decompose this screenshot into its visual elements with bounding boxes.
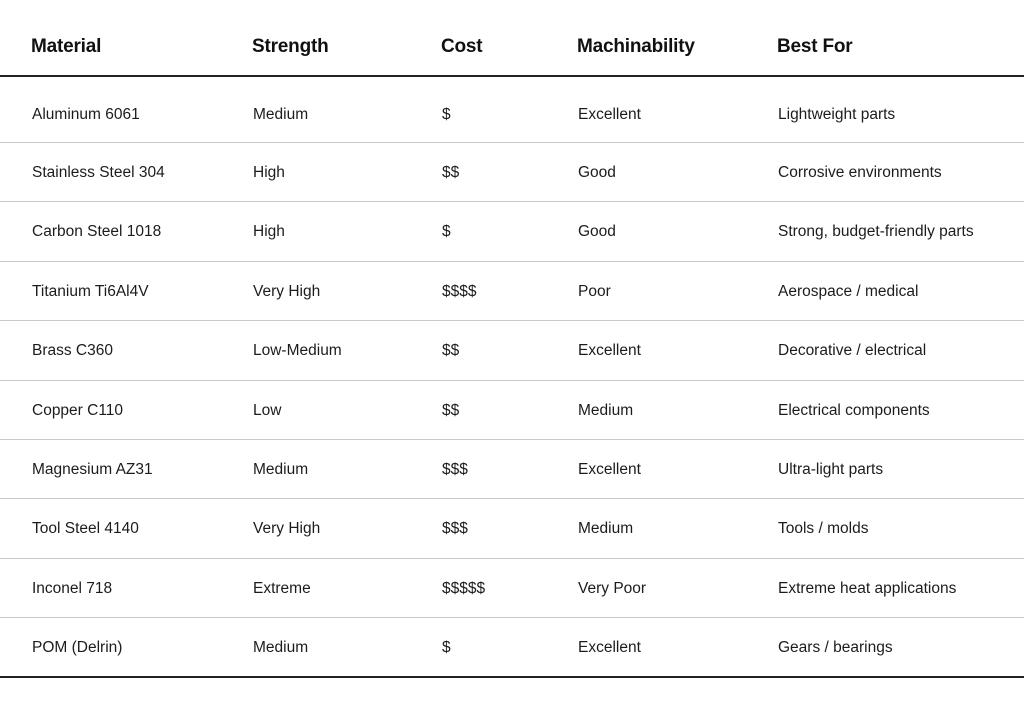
cell-cost: $$$$ <box>442 282 477 300</box>
table-row <box>0 381 1024 440</box>
cell-cost: $ <box>442 639 451 657</box>
cell-machinability: Excellent <box>578 639 641 657</box>
cell-material: POM (Delrin) <box>32 639 123 657</box>
cell-material: Tool Steel 4140 <box>32 520 139 538</box>
table-row <box>0 559 1024 618</box>
cell-strength: Very High <box>253 520 321 538</box>
cell-machinability: Good <box>578 164 616 181</box>
cell-strength: Medium <box>253 460 309 478</box>
table-row <box>0 143 1024 202</box>
column-header-material: Material <box>31 36 102 57</box>
cell-strength: Low-Medium <box>253 342 342 360</box>
cell-strength: High <box>253 223 285 241</box>
cell-material: Magnesium AZ31 <box>32 460 153 478</box>
cell-strength: Extreme <box>253 579 311 597</box>
table-row <box>0 499 1024 558</box>
cell-best-for: Corrosive environments <box>778 164 942 181</box>
cell-best-for: Gears / bearings <box>778 639 893 657</box>
cell-best-for: Strong, budget-friendly parts <box>778 223 974 241</box>
cell-strength: Low <box>253 401 282 419</box>
cell-machinability: Excellent <box>578 106 641 123</box>
cell-cost: $$$ <box>442 460 468 478</box>
cell-best-for: Decorative / electrical <box>778 342 927 360</box>
cell-cost: $ <box>442 106 451 123</box>
cell-material: Titanium Ti6Al4V <box>32 282 149 300</box>
column-header-cost: Cost <box>441 36 483 57</box>
table-body <box>0 77 1024 678</box>
table-row <box>0 321 1024 380</box>
cell-strength: Very High <box>253 282 321 300</box>
cell-best-for: Lightweight parts <box>778 106 896 123</box>
table-row <box>0 262 1024 321</box>
cell-cost: $$ <box>442 401 460 419</box>
cell-material: Stainless Steel 304 <box>32 164 165 181</box>
cell-material: Aluminum 6061 <box>32 106 140 123</box>
cell-cost: $$ <box>442 342 460 360</box>
cell-cost: $$$$$ <box>442 579 486 597</box>
table-row <box>0 202 1024 261</box>
cell-strength: Medium <box>253 106 309 123</box>
cell-machinability: Medium <box>578 401 634 419</box>
column-header-machinability: Machinability <box>577 36 695 57</box>
table-row <box>0 618 1024 677</box>
cell-cost: $ <box>442 223 451 241</box>
cell-best-for: Extreme heat applications <box>778 579 957 597</box>
cell-material: Inconel 718 <box>32 579 113 597</box>
column-header-best-for: Best For <box>777 36 853 57</box>
cell-machinability: Very Poor <box>578 579 647 597</box>
cell-machinability: Poor <box>578 282 611 300</box>
cell-cost: $$$ <box>442 520 468 538</box>
column-header-strength: Strength <box>252 36 329 57</box>
cell-machinability: Excellent <box>578 342 641 360</box>
table-row <box>0 77 1024 143</box>
cell-best-for: Electrical components <box>778 401 930 419</box>
cell-material: Brass C360 <box>32 342 113 360</box>
cell-machinability: Medium <box>578 520 634 538</box>
cell-machinability: Excellent <box>578 460 641 478</box>
cell-machinability: Good <box>578 223 616 241</box>
cell-material: Carbon Steel 1018 <box>32 223 162 241</box>
cell-strength: Medium <box>253 639 309 657</box>
cell-best-for: Aerospace / medical <box>778 282 919 300</box>
cell-material: Copper C110 <box>32 401 124 419</box>
cell-strength: High <box>253 164 285 181</box>
cell-best-for: Ultra-light parts <box>778 460 884 478</box>
cell-best-for: Tools / molds <box>778 520 869 538</box>
table-row <box>0 440 1024 499</box>
table-header-row <box>0 0 1024 77</box>
cell-cost: $$ <box>442 164 460 181</box>
